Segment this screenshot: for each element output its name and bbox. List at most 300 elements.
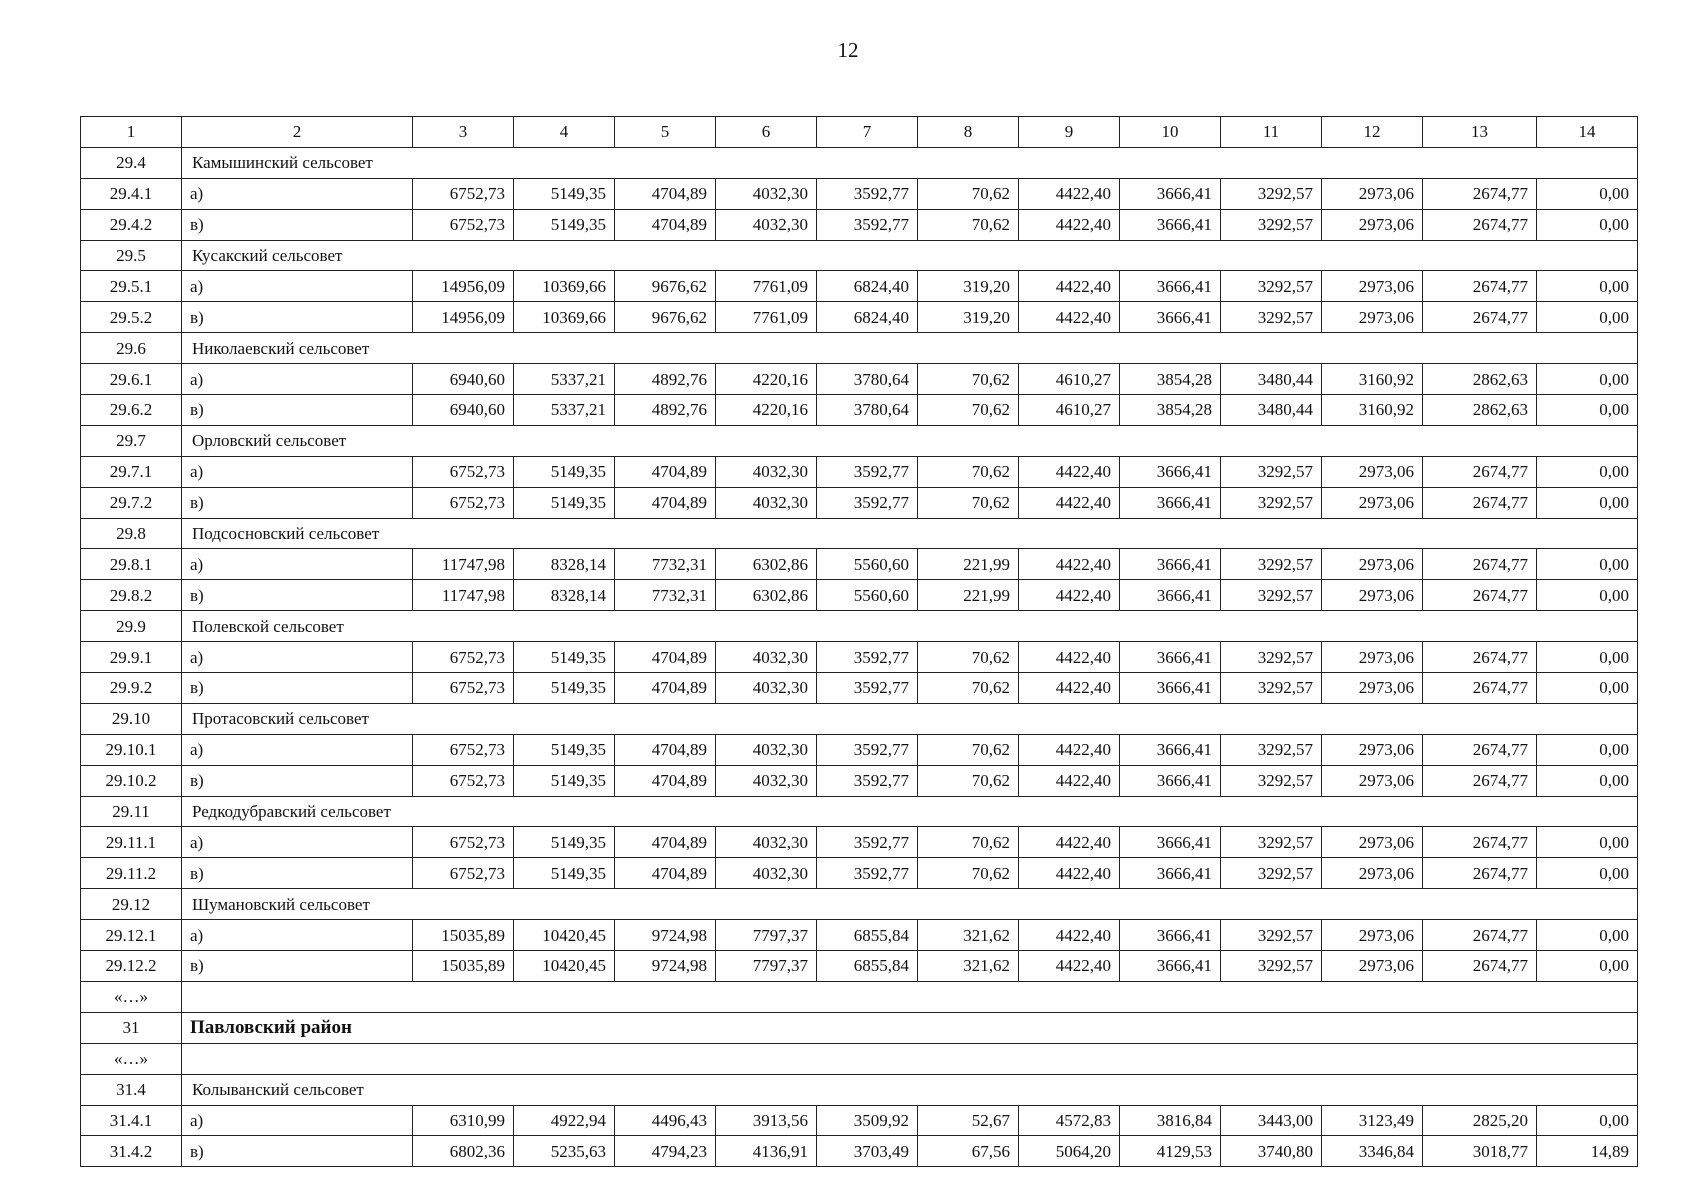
- table-row: [81, 395, 1638, 426]
- row-label: а): [182, 456, 413, 487]
- value-cell: 3346,84: [1322, 1136, 1423, 1167]
- value-cell: 3592,77: [817, 642, 918, 673]
- section-name: Кусакский сельсовет: [182, 240, 1638, 271]
- value-cell: 0,00: [1537, 673, 1638, 704]
- row-code: 31: [81, 1012, 182, 1043]
- row-code: 29.6.1: [81, 364, 182, 395]
- value-cell: 3592,77: [817, 765, 918, 796]
- value-cell: 3666,41: [1120, 765, 1221, 796]
- table-row: [81, 456, 1638, 487]
- row-code: 29.9: [81, 611, 182, 642]
- value-cell: 3292,57: [1221, 302, 1322, 333]
- value-cell: 0,00: [1537, 302, 1638, 333]
- value-cell: 4422,40: [1019, 734, 1120, 765]
- value-cell: 5149,35: [514, 487, 615, 518]
- value-cell: 3666,41: [1120, 209, 1221, 240]
- value-cell: 3854,28: [1120, 395, 1221, 426]
- value-cell: 6752,73: [413, 178, 514, 209]
- value-cell: 2973,06: [1322, 302, 1423, 333]
- value-cell: 3666,41: [1120, 673, 1221, 704]
- value-cell: 0,00: [1537, 209, 1638, 240]
- row-code: 29.10: [81, 703, 182, 734]
- value-cell: 3780,64: [817, 364, 918, 395]
- table-row: [81, 673, 1638, 704]
- table-row: [81, 734, 1638, 765]
- value-cell: 3666,41: [1120, 951, 1221, 982]
- table-body: [81, 117, 1638, 1167]
- value-cell: 67,56: [918, 1136, 1019, 1167]
- value-cell: 3292,57: [1221, 456, 1322, 487]
- value-cell: 4704,89: [615, 765, 716, 796]
- value-cell: 4422,40: [1019, 178, 1120, 209]
- value-cell: 3292,57: [1221, 920, 1322, 951]
- value-cell: 7732,31: [615, 580, 716, 611]
- value-cell: 7761,09: [716, 271, 817, 302]
- table-row: [81, 858, 1638, 889]
- value-cell: 4704,89: [615, 209, 716, 240]
- value-cell: 2674,77: [1423, 858, 1537, 889]
- value-cell: 14956,09: [413, 271, 514, 302]
- row-label: в): [182, 673, 413, 704]
- section-row: [81, 703, 1638, 734]
- value-cell: 5149,35: [514, 673, 615, 704]
- header-cell: 10: [1120, 117, 1221, 148]
- value-cell: 6855,84: [817, 951, 918, 982]
- row-code: 29.8.1: [81, 549, 182, 580]
- value-cell: 8328,14: [514, 549, 615, 580]
- row-label: в): [182, 1136, 413, 1167]
- value-cell: 5149,35: [514, 642, 615, 673]
- value-cell: 3292,57: [1221, 642, 1322, 673]
- row-code: 29.12.2: [81, 951, 182, 982]
- value-cell: 221,99: [918, 549, 1019, 580]
- value-cell: 10420,45: [514, 920, 615, 951]
- value-cell: 2674,77: [1423, 209, 1537, 240]
- value-cell: 3592,77: [817, 673, 918, 704]
- value-cell: 4422,40: [1019, 765, 1120, 796]
- row-code: 29.9.1: [81, 642, 182, 673]
- section-name: Камышинский сельсовет: [182, 147, 1638, 178]
- value-cell: 4422,40: [1019, 642, 1120, 673]
- header-cell: 8: [918, 117, 1019, 148]
- value-cell: 3292,57: [1221, 487, 1322, 518]
- value-cell: 15035,89: [413, 920, 514, 951]
- empty-cell: [182, 981, 1638, 1012]
- table-row: [81, 765, 1638, 796]
- value-cell: 4422,40: [1019, 456, 1120, 487]
- value-cell: 7797,37: [716, 920, 817, 951]
- value-cell: 8328,14: [514, 580, 615, 611]
- value-cell: 3292,57: [1221, 673, 1322, 704]
- value-cell: 10369,66: [514, 302, 615, 333]
- value-cell: 5337,21: [514, 364, 615, 395]
- table-row: [81, 549, 1638, 580]
- section-row: [81, 425, 1638, 456]
- row-code: 29.7: [81, 425, 182, 456]
- table-row: [81, 271, 1638, 302]
- row-code: 31.4.2: [81, 1136, 182, 1167]
- value-cell: 3740,80: [1221, 1136, 1322, 1167]
- value-cell: 3292,57: [1221, 951, 1322, 982]
- value-cell: 4704,89: [615, 858, 716, 889]
- value-cell: 3666,41: [1120, 734, 1221, 765]
- value-cell: 3666,41: [1120, 642, 1221, 673]
- empty-cell: [182, 1043, 1638, 1074]
- value-cell: 5149,35: [514, 456, 615, 487]
- value-cell: 4704,89: [615, 734, 716, 765]
- value-cell: 70,62: [918, 827, 1019, 858]
- header-cell: 4: [514, 117, 615, 148]
- value-cell: 4704,89: [615, 827, 716, 858]
- data-table: [80, 116, 1638, 1167]
- value-cell: 3592,77: [817, 487, 918, 518]
- value-cell: 4032,30: [716, 734, 817, 765]
- value-cell: 70,62: [918, 765, 1019, 796]
- value-cell: 9724,98: [615, 920, 716, 951]
- value-cell: 0,00: [1537, 858, 1638, 889]
- value-cell: 4610,27: [1019, 395, 1120, 426]
- value-cell: 4422,40: [1019, 827, 1120, 858]
- value-cell: 0,00: [1537, 271, 1638, 302]
- row-code: 29.4: [81, 147, 182, 178]
- table-row: [81, 209, 1638, 240]
- value-cell: 4704,89: [615, 642, 716, 673]
- row-code: 29.5.1: [81, 271, 182, 302]
- value-cell: 3666,41: [1120, 858, 1221, 889]
- value-cell: 6752,73: [413, 456, 514, 487]
- row-code: 29.6: [81, 333, 182, 364]
- value-cell: 70,62: [918, 673, 1019, 704]
- value-cell: 6302,86: [716, 549, 817, 580]
- section-name: Подсосновский сельсовет: [182, 518, 1638, 549]
- value-cell: 3292,57: [1221, 734, 1322, 765]
- value-cell: 4422,40: [1019, 487, 1120, 518]
- row-code: 31.4.1: [81, 1105, 182, 1136]
- value-cell: 4220,16: [716, 364, 817, 395]
- value-cell: 70,62: [918, 734, 1019, 765]
- value-cell: 3666,41: [1120, 920, 1221, 951]
- value-cell: 0,00: [1537, 549, 1638, 580]
- row-code: 29.10.1: [81, 734, 182, 765]
- value-cell: 321,62: [918, 951, 1019, 982]
- value-cell: 0,00: [1537, 1105, 1638, 1136]
- value-cell: 2674,77: [1423, 271, 1537, 302]
- page-number: 12: [837, 38, 859, 62]
- value-cell: 6855,84: [817, 920, 918, 951]
- value-cell: 6752,73: [413, 209, 514, 240]
- ellipsis-row: [81, 1043, 1638, 1074]
- value-cell: 4422,40: [1019, 580, 1120, 611]
- value-cell: 6824,40: [817, 302, 918, 333]
- value-cell: 7797,37: [716, 951, 817, 982]
- value-cell: 4422,40: [1019, 209, 1120, 240]
- row-code: 29.5: [81, 240, 182, 271]
- value-cell: 2973,06: [1322, 920, 1423, 951]
- row-code: 29.8.2: [81, 580, 182, 611]
- value-cell: 6824,40: [817, 271, 918, 302]
- value-cell: 2674,77: [1423, 765, 1537, 796]
- row-code: 29.7.2: [81, 487, 182, 518]
- row-label: в): [182, 580, 413, 611]
- header-cell: 6: [716, 117, 817, 148]
- row-label: а): [182, 364, 413, 395]
- row-code: 29.8: [81, 518, 182, 549]
- value-cell: 3666,41: [1120, 827, 1221, 858]
- value-cell: 4422,40: [1019, 920, 1120, 951]
- row-code: 29.4.1: [81, 178, 182, 209]
- header-cell: 2: [182, 117, 413, 148]
- value-cell: 4220,16: [716, 395, 817, 426]
- value-cell: 3592,77: [817, 209, 918, 240]
- value-cell: 3592,77: [817, 734, 918, 765]
- value-cell: 5064,20: [1019, 1136, 1120, 1167]
- value-cell: 9724,98: [615, 951, 716, 982]
- value-cell: 6752,73: [413, 642, 514, 673]
- value-cell: 2674,77: [1423, 734, 1537, 765]
- value-cell: 4704,89: [615, 487, 716, 518]
- table-row: [81, 580, 1638, 611]
- value-cell: 70,62: [918, 456, 1019, 487]
- row-code: 29.6.2: [81, 395, 182, 426]
- value-cell: 3666,41: [1120, 580, 1221, 611]
- value-cell: 0,00: [1537, 395, 1638, 426]
- table-row: [81, 178, 1638, 209]
- value-cell: 2674,77: [1423, 920, 1537, 951]
- section-row: [81, 518, 1638, 549]
- district-name: Павловский район: [182, 1012, 1638, 1043]
- value-cell: 2973,06: [1322, 209, 1423, 240]
- value-cell: 6302,86: [716, 580, 817, 611]
- row-label: в): [182, 209, 413, 240]
- table-row: [81, 487, 1638, 518]
- section-row: [81, 1074, 1638, 1105]
- value-cell: 3018,77: [1423, 1136, 1537, 1167]
- section-row: [81, 796, 1638, 827]
- row-label: в): [182, 951, 413, 982]
- section-name: Протасовский сельсовет: [182, 703, 1638, 734]
- header-cell: 3: [413, 117, 514, 148]
- row-code: «…»: [81, 1043, 182, 1074]
- value-cell: 6310,99: [413, 1105, 514, 1136]
- value-cell: 15035,89: [413, 951, 514, 982]
- value-cell: 3292,57: [1221, 549, 1322, 580]
- value-cell: 0,00: [1537, 580, 1638, 611]
- value-cell: 2973,06: [1322, 734, 1423, 765]
- value-cell: 6940,60: [413, 364, 514, 395]
- header-cell: 1: [81, 117, 182, 148]
- table-row: [81, 1105, 1638, 1136]
- value-cell: 2973,06: [1322, 827, 1423, 858]
- value-cell: 3592,77: [817, 827, 918, 858]
- value-cell: 3666,41: [1120, 549, 1221, 580]
- value-cell: 14956,09: [413, 302, 514, 333]
- value-cell: 70,62: [918, 364, 1019, 395]
- value-cell: 2973,06: [1322, 271, 1423, 302]
- value-cell: 4032,30: [716, 673, 817, 704]
- value-cell: 0,00: [1537, 734, 1638, 765]
- value-cell: 6940,60: [413, 395, 514, 426]
- section-row: [81, 240, 1638, 271]
- value-cell: 319,20: [918, 302, 1019, 333]
- value-cell: 2674,77: [1423, 642, 1537, 673]
- row-code: 31.4: [81, 1074, 182, 1105]
- value-cell: 0,00: [1537, 765, 1638, 796]
- value-cell: 2674,77: [1423, 178, 1537, 209]
- value-cell: 11747,98: [413, 580, 514, 611]
- value-cell: 10369,66: [514, 271, 615, 302]
- row-label: а): [182, 734, 413, 765]
- row-code: 29.12.1: [81, 920, 182, 951]
- value-cell: 0,00: [1537, 487, 1638, 518]
- header-cell: 12: [1322, 117, 1423, 148]
- value-cell: 2973,06: [1322, 642, 1423, 673]
- ellipsis-row: [81, 981, 1638, 1012]
- value-cell: 3292,57: [1221, 209, 1322, 240]
- value-cell: 52,67: [918, 1105, 1019, 1136]
- value-cell: 6752,73: [413, 765, 514, 796]
- value-cell: 319,20: [918, 271, 1019, 302]
- value-cell: 0,00: [1537, 920, 1638, 951]
- value-cell: 0,00: [1537, 456, 1638, 487]
- value-cell: 5149,35: [514, 178, 615, 209]
- section-name: Николаевский сельсовет: [182, 333, 1638, 364]
- value-cell: 2674,77: [1423, 302, 1537, 333]
- row-label: а): [182, 1105, 413, 1136]
- value-cell: 3666,41: [1120, 456, 1221, 487]
- value-cell: 2674,77: [1423, 827, 1537, 858]
- value-cell: 6752,73: [413, 673, 514, 704]
- row-label: а): [182, 827, 413, 858]
- section-name: Редкодубравский сельсовет: [182, 796, 1638, 827]
- value-cell: 2674,77: [1423, 673, 1537, 704]
- section-name: Шумановский сельсовет: [182, 889, 1638, 920]
- section-name: Полевской сельсовет: [182, 611, 1638, 642]
- row-label: а): [182, 642, 413, 673]
- value-cell: 2973,06: [1322, 487, 1423, 518]
- value-cell: 3292,57: [1221, 827, 1322, 858]
- value-cell: 2973,06: [1322, 858, 1423, 889]
- value-cell: 4422,40: [1019, 549, 1120, 580]
- value-cell: 4422,40: [1019, 858, 1120, 889]
- value-cell: 4129,53: [1120, 1136, 1221, 1167]
- value-cell: 11747,98: [413, 549, 514, 580]
- value-cell: 3780,64: [817, 395, 918, 426]
- value-cell: 5149,35: [514, 209, 615, 240]
- row-label: а): [182, 271, 413, 302]
- value-cell: 6752,73: [413, 487, 514, 518]
- value-cell: 5149,35: [514, 734, 615, 765]
- value-cell: 70,62: [918, 642, 1019, 673]
- table-row: [81, 364, 1638, 395]
- value-cell: 3160,92: [1322, 364, 1423, 395]
- value-cell: 70,62: [918, 178, 1019, 209]
- value-cell: 2674,77: [1423, 549, 1537, 580]
- row-label: в): [182, 858, 413, 889]
- value-cell: 2973,06: [1322, 951, 1423, 982]
- value-cell: 4922,94: [514, 1105, 615, 1136]
- row-code: 29.11.2: [81, 858, 182, 889]
- value-cell: 4422,40: [1019, 951, 1120, 982]
- value-cell: 3509,92: [817, 1105, 918, 1136]
- value-cell: 3592,77: [817, 178, 918, 209]
- value-cell: 4704,89: [615, 456, 716, 487]
- value-cell: 0,00: [1537, 951, 1638, 982]
- value-cell: 4704,89: [615, 673, 716, 704]
- row-code: 29.11: [81, 796, 182, 827]
- row-code: «…»: [81, 981, 182, 1012]
- value-cell: 3292,57: [1221, 271, 1322, 302]
- value-cell: 70,62: [918, 209, 1019, 240]
- value-cell: 3480,44: [1221, 395, 1322, 426]
- value-cell: 3666,41: [1120, 178, 1221, 209]
- value-cell: 3666,41: [1120, 487, 1221, 518]
- row-label: а): [182, 178, 413, 209]
- row-code: 29.10.2: [81, 765, 182, 796]
- value-cell: 3592,77: [817, 858, 918, 889]
- row-code: 29.4.2: [81, 209, 182, 240]
- value-cell: 2674,77: [1423, 951, 1537, 982]
- row-label: в): [182, 302, 413, 333]
- value-cell: 2862,63: [1423, 395, 1537, 426]
- header-cell: 14: [1537, 117, 1638, 148]
- value-cell: 7761,09: [716, 302, 817, 333]
- value-cell: 2973,06: [1322, 765, 1423, 796]
- value-cell: 9676,62: [615, 271, 716, 302]
- value-cell: 6752,73: [413, 734, 514, 765]
- value-cell: 4032,30: [716, 642, 817, 673]
- value-cell: 4496,43: [615, 1105, 716, 1136]
- value-cell: 4032,30: [716, 858, 817, 889]
- value-cell: 5235,63: [514, 1136, 615, 1167]
- value-cell: 4572,83: [1019, 1105, 1120, 1136]
- row-code: 29.9.2: [81, 673, 182, 704]
- section-row: [81, 611, 1638, 642]
- value-cell: 2973,06: [1322, 456, 1423, 487]
- row-code: 29.11.1: [81, 827, 182, 858]
- table-row: [81, 642, 1638, 673]
- section-row: [81, 147, 1638, 178]
- value-cell: 7732,31: [615, 549, 716, 580]
- value-cell: 70,62: [918, 395, 1019, 426]
- value-cell: 3160,92: [1322, 395, 1423, 426]
- value-cell: 4794,23: [615, 1136, 716, 1167]
- value-cell: 5149,35: [514, 827, 615, 858]
- row-code: 29.5.2: [81, 302, 182, 333]
- value-cell: 3816,84: [1120, 1105, 1221, 1136]
- row-label: а): [182, 920, 413, 951]
- value-cell: 4032,30: [716, 765, 817, 796]
- value-cell: 5149,35: [514, 765, 615, 796]
- value-cell: 3292,57: [1221, 765, 1322, 796]
- value-cell: 3443,00: [1221, 1105, 1322, 1136]
- row-label: в): [182, 487, 413, 518]
- value-cell: 3480,44: [1221, 364, 1322, 395]
- value-cell: 2973,06: [1322, 549, 1423, 580]
- value-cell: 6752,73: [413, 858, 514, 889]
- value-cell: 6802,36: [413, 1136, 514, 1167]
- value-cell: 2973,06: [1322, 673, 1423, 704]
- value-cell: 321,62: [918, 920, 1019, 951]
- table-row: [81, 827, 1638, 858]
- header-cell: 7: [817, 117, 918, 148]
- value-cell: 9676,62: [615, 302, 716, 333]
- value-cell: 2825,20: [1423, 1105, 1537, 1136]
- value-cell: 3123,49: [1322, 1105, 1423, 1136]
- value-cell: 4032,30: [716, 178, 817, 209]
- value-cell: 2674,77: [1423, 580, 1537, 611]
- value-cell: 2973,06: [1322, 580, 1423, 611]
- value-cell: 221,99: [918, 580, 1019, 611]
